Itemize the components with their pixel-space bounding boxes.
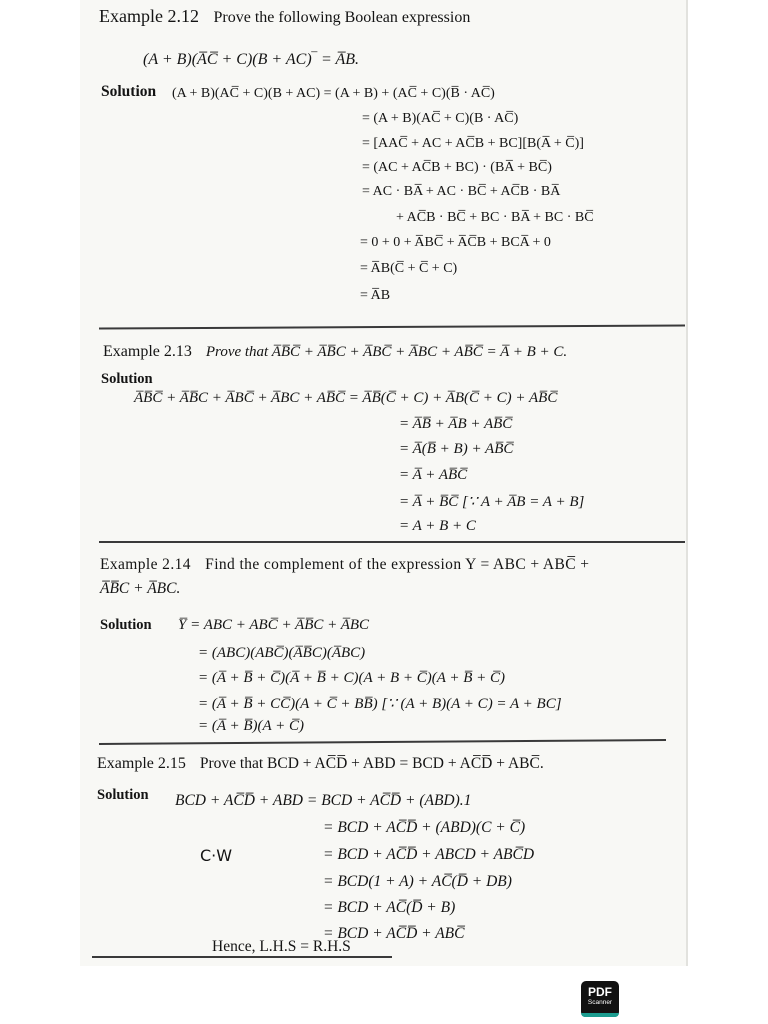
example-label: Example 2.15 (97, 755, 186, 772)
equation-line: = (A + B)(AC̅ + C)(B · AC̅) (362, 111, 519, 126)
equation-line: (A + B)(AC̅ + C)(B + AC) = (A + B) + (AC̅ + C)(B̅ · AC̅) (172, 86, 495, 101)
equation-line: = (ABC)(ABC̅)(A̅B̅C)(A̅BC) (198, 645, 366, 661)
equation-line: + AC̅B · BC̅ + BC · BA̅ + BC · BC̅ (396, 210, 594, 225)
equation-line: = A̅ + B̅C̅ [∵ A + A̅B = A + B] (399, 494, 585, 510)
example-2-15-header (97, 755, 544, 773)
example-2-12-expression: (A + B)(A̅C̅ + C)(B + AC)‾ = A̅B. (143, 51, 360, 68)
equation-line: = A̅ + AB̅C̅ (399, 467, 468, 483)
example-title: Prove the following Boolean expression (213, 9, 471, 26)
example-label: Example 2.12 (99, 6, 199, 26)
example-title-continued: A̅B̅C + A̅BC. (100, 580, 181, 597)
equation-line: = A̅B̅ + A̅B + AB̅C̅ (399, 416, 513, 432)
solution-label: Solution (101, 371, 153, 387)
solution-label: Solution (100, 617, 152, 633)
example-2-14-header (100, 556, 589, 574)
example-2-12-header (99, 6, 470, 27)
solution-label: Solution (97, 787, 149, 803)
conclusion: Hence, L.H.S = R.H.S (212, 938, 351, 955)
badge-accent-bar (581, 1013, 619, 1017)
example-label: Example 2.13 (103, 343, 192, 360)
badge-line2: Scanner (587, 999, 613, 1006)
equation-line: = BCD + AC̅D̅ + (ABD)(C + C̅) (323, 819, 526, 836)
equation-line: = (A̅ + B̅)(A + C̅) (198, 718, 305, 734)
equation-line: A̅B̅C̅ + A̅B̅C + A̅BC̅ + A̅BC + AB̅C̅ = A̅B̅(C̅ + C) + A̅B(C̅ + C) + AB̅C̅ (134, 390, 558, 406)
example-title: Find the complement of the expression Y = ABC + ABC̅ + (205, 556, 590, 573)
equation-line: BCD + AC̅D̅ + ABD = BCD + AC̅D̅ + (ABD).1 (175, 792, 472, 809)
example-2-13-header (103, 343, 567, 361)
equation-line: = [AAC̅ + AC + AC̅B + BC][B(A̅ + C̅)] (362, 136, 584, 151)
equation-line: = 0 + 0 + A̅BC̅ + A̅C̅B + BCA̅ + 0 (360, 235, 551, 250)
handwritten-note: C·W (200, 846, 233, 865)
equation-line: = BCD + AC̅(D̅ + B) (323, 899, 456, 916)
example-title: Prove that BCD + AC̅D̅ + ABD = BCD + AC̅D̅ + ABC̅. (199, 755, 544, 772)
equation-line: = A̅B(C̅ + C̅ + C) (360, 261, 458, 276)
solution-label: Solution (101, 83, 157, 100)
pdf-scanner-badge (581, 981, 619, 1017)
equation-line: = BCD + AC̅D̅ + ABC̅ (323, 925, 465, 942)
example-title: Prove that A̅B̅C̅ + A̅B̅C + A̅BC̅ + A̅BC + AB̅C̅ = A̅ + B + C. (205, 344, 568, 360)
page-edge (686, 0, 688, 966)
equation-line: = (A̅ + B̅ + CC̅)(A + C̅ + BB̅) [∵ (A + B)(A + C) = A + BC] (198, 696, 562, 712)
equation-line: = BCD + AC̅D̅ + ABCD + ABC̅D (323, 846, 535, 863)
section-divider (92, 956, 392, 958)
equation-line: = A + B + C (399, 518, 476, 534)
equation-line: = A̅B (360, 288, 391, 303)
badge-line1: PDF (588, 985, 612, 999)
example-label: Example 2.14 (100, 556, 191, 573)
equation-line: Y̅ = ABC + ABC̅ + A̅B̅C + A̅BC (178, 617, 370, 633)
equation-line: = (A̅ + B̅ + C̅)(A̅ + B̅ + C)(A + B + C̅)(A + B̅ + C̅) (198, 670, 506, 686)
equation-line: = AC · BA̅ + AC · BC̅ + AC̅B · BA̅ (362, 184, 561, 199)
equation-line: = A̅(B̅ + B) + AB̅C̅ (399, 441, 514, 457)
section-divider (99, 541, 685, 543)
equation-line: = (AC + AC̅B + BC) · (BA̅ + BC̅) (362, 160, 552, 175)
equation-line: = BCD(1 + A) + AC̅(D̅ + DB) (323, 873, 512, 890)
